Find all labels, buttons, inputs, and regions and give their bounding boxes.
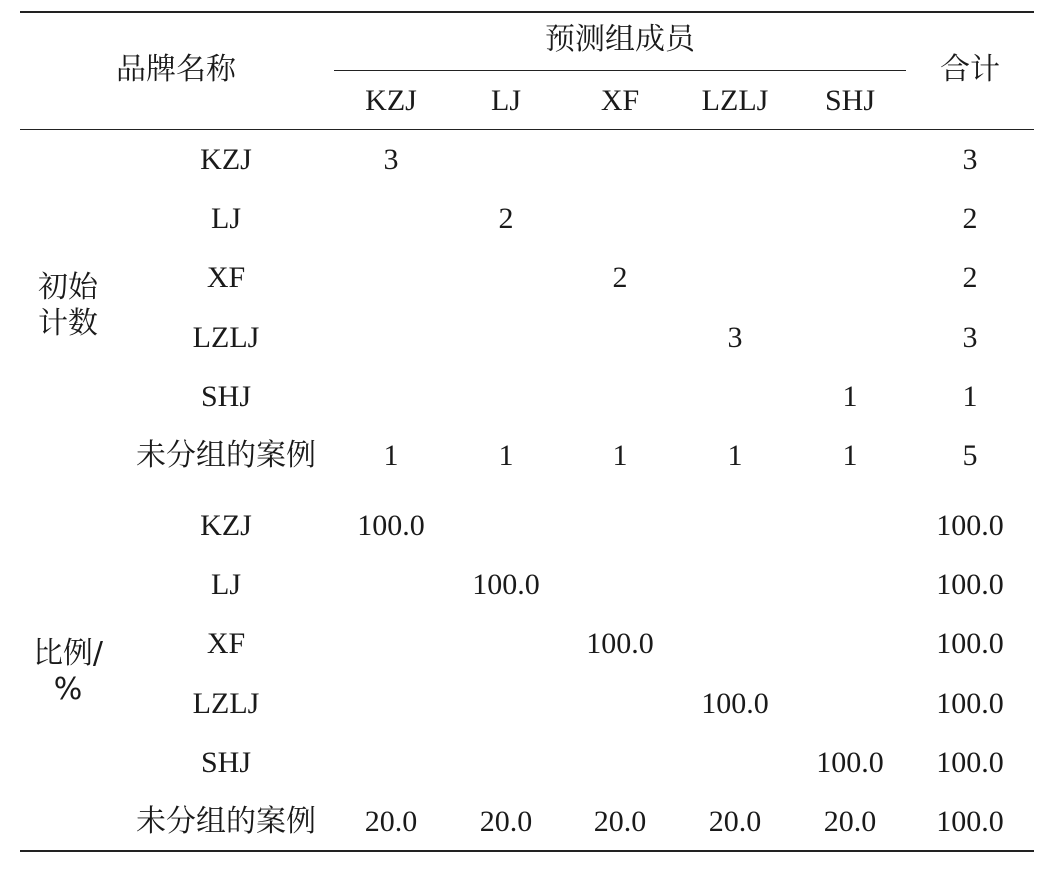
member-header: LZLJ [701,84,769,117]
brand-name-cell: 未分组的案例 [136,438,316,473]
brand-name-cell: XF [206,261,246,294]
value-cell: 1 [727,439,743,472]
value-cell: 100.0 [701,687,769,720]
value-cell: 1 [842,439,858,472]
section-label-line: 计数 [38,306,98,341]
total-cell: 100.0 [936,805,1004,838]
header-sub-rule [334,70,906,71]
top-rule [20,11,1034,13]
member-header: SHJ [824,84,876,117]
value-cell: 2 [612,261,628,294]
total-cell: 100.0 [936,568,1004,601]
total-header: 合计 [940,52,1000,87]
total-cell: 100.0 [936,687,1004,720]
value-cell: 20.0 [823,805,877,838]
section-label-line: 比例/ [32,636,104,671]
section-label-line: % [53,672,83,707]
total-cell: 3 [962,321,978,354]
brand-name-cell: KZJ [200,143,252,176]
section-label-proportion [20,636,116,708]
total-cell: 5 [962,439,978,472]
total-cell: 100.0 [936,509,1004,542]
total-cell: 100.0 [936,627,1004,660]
value-cell: 20.0 [479,805,533,838]
value-cell: 3 [727,321,743,354]
total-cell: 1 [962,380,978,413]
total-cell: 2 [962,261,978,294]
bottom-rule [20,850,1034,852]
total-cell: 3 [962,143,978,176]
total-cell: 100.0 [936,746,1004,779]
value-cell: 1 [383,439,399,472]
predicted-group-header: 预测组成员 [545,22,695,57]
brand-name-cell: KZJ [200,509,252,542]
value-cell: 1 [612,439,628,472]
value-cell: 100.0 [586,627,654,660]
section-label-line: 初始 [38,270,98,305]
value-cell: 20.0 [364,805,418,838]
value-cell: 20.0 [708,805,762,838]
brand-name-cell: LZLJ [192,321,260,354]
member-header: LJ [491,84,521,117]
brand-name-cell: 未分组的案例 [136,804,316,839]
brand-name-cell: LJ [211,568,241,601]
brand-name-cell: XF [206,627,246,660]
value-cell: 1 [842,380,858,413]
value-cell: 3 [383,143,399,176]
corner-header: 品牌名称 [116,52,236,87]
brand-name-cell: LJ [211,202,241,235]
header-rule [20,129,1034,130]
brand-name-cell: LZLJ [192,687,260,720]
brand-name-cell: SHJ [200,746,252,779]
brand-name-cell: SHJ [200,380,252,413]
section-label-initial-count [20,270,116,342]
value-cell: 20.0 [593,805,647,838]
value-cell: 1 [498,439,514,472]
value-cell: 100.0 [816,746,884,779]
member-header: XF [600,84,640,117]
member-header: KZJ [365,84,417,117]
total-cell: 2 [962,202,978,235]
value-cell: 2 [498,202,514,235]
value-cell: 100.0 [357,509,425,542]
value-cell: 100.0 [472,568,540,601]
